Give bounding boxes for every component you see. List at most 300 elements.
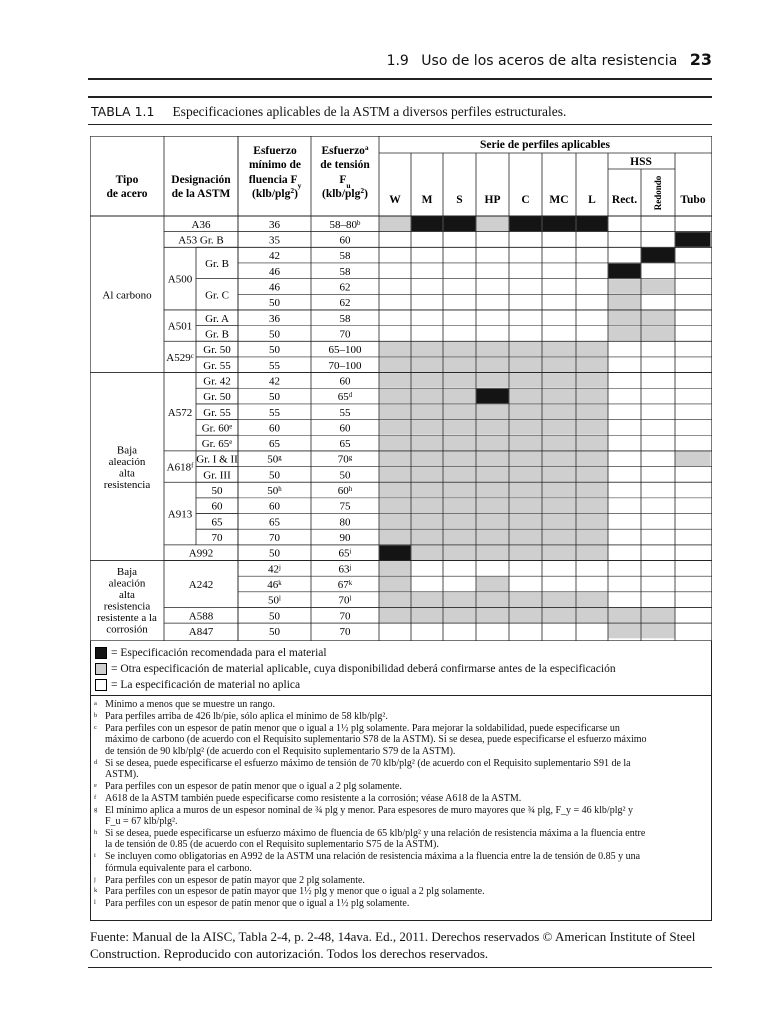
fy-value: 65 xyxy=(269,438,280,451)
fu-value: 58–80$^b$ xyxy=(329,218,361,231)
grade-label: Gr. 50 xyxy=(203,391,231,404)
fu-value: 65$^d$ xyxy=(337,391,353,404)
shape-cell-l-row-13 xyxy=(577,404,608,419)
shape-cell-w-row-11 xyxy=(380,373,411,388)
steel-type-label: Al carbono xyxy=(102,289,152,302)
shape-cell-hp-row-18 xyxy=(477,483,509,498)
grade-label: Gr. I & II xyxy=(196,453,238,466)
header-fu: de tensión xyxy=(320,159,370,171)
shape-cell-rect-row-7 xyxy=(609,310,641,325)
grade-label: 70 xyxy=(211,532,223,545)
header-shape-l: L xyxy=(588,194,596,206)
fy-value: 46 xyxy=(269,281,280,294)
footnote-text: Mínimo a menos que se muestre un rango. xyxy=(105,699,275,710)
footnote-text: Si se desea, puede especificarse el esfuerzo máximo de tensión de 70 klb/plg² (de acuerdo con el Requisito suplementario S91 de la xyxy=(105,757,631,769)
header-shape-mc: MC xyxy=(549,194,569,206)
shape-cell-w-row-1 xyxy=(380,217,411,232)
footnote-mark: l xyxy=(94,899,96,907)
shape-cell-s-row-26 xyxy=(444,608,476,623)
shape-cell-s-row-25 xyxy=(444,592,476,607)
legend-item xyxy=(95,662,616,676)
fy-value: 50 xyxy=(269,610,280,623)
footnote-j xyxy=(94,874,705,886)
shape-cell-hp-row-19 xyxy=(477,498,509,513)
shape-cell-c-row-17 xyxy=(510,467,542,482)
shape-cell-c-row-19 xyxy=(510,498,542,513)
fu-value: 70 xyxy=(339,328,351,341)
shape-cell-s-row-19 xyxy=(444,498,476,513)
fy-value: 60 xyxy=(269,422,280,435)
shape-cell-mc-row-14 xyxy=(543,420,576,435)
shape-cell-m-row-22 xyxy=(412,545,443,560)
header-fu: Esfuerzo$^a$ xyxy=(321,144,369,157)
shape-cell-w-row-18 xyxy=(380,483,411,498)
shape-cell-w-row-26 xyxy=(380,608,411,623)
fy-value: 50$^h$ xyxy=(267,485,282,498)
footnote-i xyxy=(94,851,705,874)
shape-cell-l-row-19 xyxy=(577,498,608,513)
shape-cell-w-row-10 xyxy=(380,357,411,372)
shape-cell-mc-row-9 xyxy=(543,342,576,357)
shape-cell-l-row-12 xyxy=(577,389,608,404)
table-caption xyxy=(91,104,566,120)
fu-value: 80 xyxy=(339,516,351,529)
shape-cell-hp-row-1 xyxy=(477,217,509,232)
steel-type-label: corrosión xyxy=(106,623,148,636)
designation-a992: A992 xyxy=(188,547,214,560)
legend-text: = Otra especificación de material aplicable, cuya disponibilidad deberá confirmarse antes de la especificación xyxy=(111,663,616,675)
shape-cell-l-row-15 xyxy=(577,436,608,451)
footnote-text: máximo de carbono (de acuerdo con el Requisito suplementario S78 de la ASTM). Si se desea, puede especificarse el esfuerzo máximo xyxy=(105,734,647,746)
fu-value: 90 xyxy=(339,532,351,545)
caption-bottom-rule xyxy=(88,124,712,125)
steel-type-label: alta xyxy=(119,588,135,601)
shape-cell-rect-row-4 xyxy=(609,263,641,278)
shape-cell-mc-row-17 xyxy=(543,467,576,482)
shape-cell-w-row-23 xyxy=(380,561,411,576)
shape-cell-s-row-1 xyxy=(444,217,476,232)
fu-value: 67$^k$ xyxy=(337,579,353,592)
caption-top-rule xyxy=(88,96,712,98)
table-title: Especificaciones aplicables de la ASTM a diversos perfiles estructurales. xyxy=(172,104,567,119)
shape-cell-c-row-11 xyxy=(510,373,542,388)
shape-cell-m-row-12 xyxy=(412,389,443,404)
fu-value: 65–100 xyxy=(328,344,362,357)
footnote-h xyxy=(94,827,705,851)
header-shape-rect: Rect. xyxy=(611,194,638,206)
grade-label: Gr. 55 xyxy=(203,359,231,372)
header-fy: fluencia $F_y$ xyxy=(248,174,302,190)
footnote-text: fórmula equivalente para el carbono. xyxy=(105,862,252,874)
fu-value: 65$^i$ xyxy=(338,547,352,560)
fy-value: 60 xyxy=(269,500,280,513)
header-fy: Esfuerzo xyxy=(253,145,297,157)
steel-type-label: aleación xyxy=(108,577,146,590)
shape-cell-hp-row-9 xyxy=(477,342,509,357)
shape-cell-hp-row-15 xyxy=(477,436,509,451)
legend-swatch xyxy=(95,663,107,675)
shape-cell-w-row-20 xyxy=(380,514,411,529)
shape-cell-l-row-17 xyxy=(577,467,608,482)
footnote-g xyxy=(94,804,705,828)
designation-a36: A36 xyxy=(191,218,211,231)
shape-cell-l-row-25 xyxy=(577,592,608,607)
footnote-text: El mínimo aplica a muros de un espesor nominal de ¾ plg y menor. Para espesores de muro mayores que ¾ plg, F_y = 46 klb/plg² y xyxy=(105,804,633,816)
shape-cell-hp-row-17 xyxy=(477,467,509,482)
fu-value: 62 xyxy=(339,297,351,310)
header-shape-tubo: Tubo xyxy=(680,194,706,206)
footnote-text: Si se desea, puede especificarse un esfuerzo máximo de fluencia de 65 klb/plg² y una relación de resistencia máxima a la fluencia entre xyxy=(105,827,646,839)
grade-label: 50 xyxy=(211,485,223,498)
footnote-c xyxy=(94,722,705,757)
fy-value: 36 xyxy=(269,312,280,325)
grade-label: Gr. 42 xyxy=(203,375,231,388)
footer-rule xyxy=(88,967,712,968)
fy-value: 50$^l$ xyxy=(268,594,281,607)
shape-cell-m-row-15 xyxy=(412,436,443,451)
fy-value: 50 xyxy=(269,344,280,357)
footnote-text: Para perfiles con un espesor de patín menor que o igual a 1½ plg solamente. xyxy=(105,898,410,910)
shape-cell-m-row-16 xyxy=(412,451,443,466)
shape-cell-redondo-row-26 xyxy=(642,608,675,623)
shape-cell-s-row-13 xyxy=(444,404,476,419)
header-tipo: Tipo xyxy=(115,174,139,186)
grade-label: 60 xyxy=(211,500,223,513)
footnote-text: Para perfiles con un espesor de patín mayor que 2 plg solamente. xyxy=(105,874,365,886)
designation-a913: A913 xyxy=(167,508,193,521)
page-header xyxy=(88,50,712,74)
fy-value: 65 xyxy=(269,516,280,529)
shape-cell-hp-row-12 xyxy=(477,389,509,404)
shape-cell-redondo-row-7 xyxy=(642,310,675,325)
header-shape-s: S xyxy=(456,194,463,206)
shape-cell-tubo-row-16 xyxy=(676,451,711,466)
footnote-b xyxy=(94,710,705,722)
shape-cell-hp-row-22 xyxy=(477,545,509,560)
shape-cell-c-row-15 xyxy=(510,436,542,451)
header-shape-c: C xyxy=(521,194,530,206)
fu-value: 60 xyxy=(339,234,351,247)
fy-value: 42 xyxy=(269,250,280,263)
shape-cell-l-row-1 xyxy=(577,217,608,232)
source-note: Fuente: Manual de la AISC, Tabla 2-4, p. 2-48, 14ava. Ed., 2011. Derechos reservados © American Institute of Steel Construction. Reproducido con autorización. Todos los derechos reservados. xyxy=(90,929,696,961)
fu-value: 70–100 xyxy=(328,359,362,372)
shape-cell-w-row-24 xyxy=(380,577,411,592)
shape-cell-mc-row-1 xyxy=(543,217,576,232)
shape-cell-w-row-19 xyxy=(380,498,411,513)
legend-text: = Especificación recomendada para el material xyxy=(111,647,327,659)
shape-cell-mc-row-25 xyxy=(543,592,576,607)
fy-value: 55 xyxy=(269,359,280,372)
footnote-mark: d xyxy=(94,758,98,766)
fu-value: 60 xyxy=(339,422,351,435)
designation-a618: A618$^f$ xyxy=(166,461,194,474)
fy-value: 50 xyxy=(269,328,280,341)
legend-swatch xyxy=(95,647,107,659)
shape-cell-c-row-22 xyxy=(510,545,542,560)
shape-cell-s-row-14 xyxy=(444,420,476,435)
shape-cell-m-row-13 xyxy=(412,404,443,419)
footnote-a xyxy=(94,699,705,710)
shape-cell-hp-row-16 xyxy=(477,451,509,466)
fy-value: 46 xyxy=(269,265,280,278)
fy-value: 55 xyxy=(269,406,280,419)
shape-cell-c-row-10 xyxy=(510,357,542,372)
shape-cell-rect-row-26 xyxy=(609,608,641,623)
fy-value: 35 xyxy=(269,234,280,247)
designation-a242: A242 xyxy=(188,579,214,592)
fy-value: 42 xyxy=(269,375,280,388)
steel-type-label: Baja xyxy=(116,444,138,457)
shape-cell-s-row-9 xyxy=(444,342,476,357)
shape-cell-c-row-18 xyxy=(510,483,542,498)
footnote-mark: k xyxy=(94,887,98,895)
header-shape-redondo: Redondo xyxy=(653,175,663,211)
shape-cell-c-row-20 xyxy=(510,514,542,529)
footnote-mark: e xyxy=(94,781,97,789)
shape-cell-m-row-9 xyxy=(412,342,443,357)
footnote-text: ASTM). xyxy=(105,768,139,780)
shape-cell-w-row-9 xyxy=(380,342,411,357)
shape-cell-s-row-10 xyxy=(444,357,476,372)
astm-specifications-table xyxy=(90,136,712,641)
footnote-mark: h xyxy=(94,828,98,836)
fu-value: 58 xyxy=(339,250,351,263)
fy-value: 46$^k$ xyxy=(267,579,282,592)
shape-cell-hp-row-26 xyxy=(477,608,509,623)
fu-value: 75 xyxy=(339,500,351,513)
header-fy: (klb/plg$^2$) xyxy=(252,185,298,200)
shape-cell-hp-row-11 xyxy=(477,373,509,388)
footnote-e xyxy=(94,780,705,792)
steel-type-label: resistente a la xyxy=(97,611,157,624)
grade-label: Gr. C xyxy=(205,289,229,302)
shape-cell-s-row-20 xyxy=(444,514,476,529)
legend-item xyxy=(95,646,327,660)
footnote-k xyxy=(94,886,705,898)
shape-cell-w-row-12 xyxy=(380,389,411,404)
shape-cell-mc-row-15 xyxy=(543,436,576,451)
grade-label: Gr. III xyxy=(203,469,231,482)
shape-cell-c-row-9 xyxy=(510,342,542,357)
shape-cell-m-row-25 xyxy=(412,592,443,607)
shape-cell-s-row-12 xyxy=(444,389,476,404)
designation-a572: A572 xyxy=(167,406,193,419)
shape-cell-hp-row-24 xyxy=(477,577,509,592)
page-number: 23 xyxy=(689,50,712,69)
shape-cell-mc-row-16 xyxy=(543,451,576,466)
fu-value: 58 xyxy=(339,312,351,325)
footnote-mark: a xyxy=(94,700,97,707)
footnote-text: Se incluyen como obligatorias en A992 de la ASTM una relación de resistencia máxima a la fluencia entre la de tensión de 0.85 y una xyxy=(105,851,641,863)
header-fu: $F_u$ xyxy=(339,174,351,190)
legend-item xyxy=(95,678,300,692)
footnote-text: F_u = 67 klb/plg². xyxy=(105,816,178,827)
shape-cell-hp-row-10 xyxy=(477,357,509,372)
grade-label: Gr. B xyxy=(205,328,229,341)
footnotes xyxy=(90,695,712,921)
shape-cell-l-row-18 xyxy=(577,483,608,498)
shape-cell-w-row-15 xyxy=(380,436,411,451)
header-fy: mínimo de xyxy=(248,159,302,171)
grade-label: 65 xyxy=(211,516,223,529)
header-rule xyxy=(88,78,712,80)
fu-value: 60 xyxy=(339,375,351,388)
shape-cell-s-row-22 xyxy=(444,545,476,560)
fy-value: 36 xyxy=(269,218,280,231)
shape-cell-m-row-26 xyxy=(412,608,443,623)
shape-cell-m-row-20 xyxy=(412,514,443,529)
grade-label: Gr. A xyxy=(205,312,229,325)
shape-cell-redondo-row-3 xyxy=(642,248,675,263)
shape-cell-s-row-21 xyxy=(444,530,476,545)
table-label: TABLA 1.1 xyxy=(91,104,155,119)
shape-cell-m-row-14 xyxy=(412,420,443,435)
fu-value: 62 xyxy=(339,281,351,294)
legend-text: = La especificación de material no aplica xyxy=(111,679,301,691)
fu-value: 58 xyxy=(339,265,351,278)
shape-cell-m-row-19 xyxy=(412,498,443,513)
shape-cell-rect-row-8 xyxy=(609,326,641,341)
shape-cell-w-row-16 xyxy=(380,451,411,466)
shape-cell-redondo-row-27 xyxy=(642,624,675,639)
fu-value: 65 xyxy=(339,438,351,451)
fu-value: 63$^j$ xyxy=(338,563,352,576)
footnote-l xyxy=(94,898,705,910)
shape-cell-l-row-9 xyxy=(577,342,608,357)
shape-cell-redondo-row-8 xyxy=(642,326,675,341)
grade-label: Gr. B xyxy=(205,257,229,270)
footnote-text: Para perfiles con un espesor de patín mayor que 1½ plg y menor que o igual a 2 plg solamente. xyxy=(105,886,485,898)
shape-cell-hp-row-13 xyxy=(477,404,509,419)
shape-cell-rect-row-27 xyxy=(609,624,641,639)
grade-label: Gr. 50 xyxy=(203,344,231,357)
footnote-mark: g xyxy=(94,805,98,813)
footnote-mark: i xyxy=(94,852,96,860)
designation-a501: A501 xyxy=(167,320,193,333)
fu-value: 70$^l$ xyxy=(338,594,352,607)
shape-cell-mc-row-11 xyxy=(543,373,576,388)
shape-cell-mc-row-18 xyxy=(543,483,576,498)
shape-cell-w-row-22 xyxy=(380,545,411,560)
footnote-text: la de tensión de 0.85 (de acuerdo con el Requisito suplementario S75 de la ASTM). xyxy=(105,839,439,851)
shape-cell-s-row-17 xyxy=(444,467,476,482)
shape-cell-w-row-13 xyxy=(380,404,411,419)
shape-cell-hp-row-21 xyxy=(477,530,509,545)
shape-cell-l-row-11 xyxy=(577,373,608,388)
header-designacion: de la ASTM xyxy=(171,188,231,200)
shape-cell-m-row-18 xyxy=(412,483,443,498)
section-title: Uso de los aceros de alta resistencia xyxy=(421,53,678,69)
shape-cell-l-row-10 xyxy=(577,357,608,372)
footnote-text: de tensión de 90 klb/plg² (de acuerdo con el Requisito suplementario S79 de la ASTM). xyxy=(105,745,456,757)
shape-cell-s-row-11 xyxy=(444,373,476,388)
grade-label: Gr. 65e xyxy=(201,438,233,451)
designation-a847: A847 xyxy=(188,625,214,638)
footnote-mark: f xyxy=(94,793,97,801)
shape-cell-w-row-14 xyxy=(380,420,411,435)
footnote-mark: j xyxy=(94,875,96,883)
shape-cell-hp-row-25 xyxy=(477,592,509,607)
steel-type-label: alta xyxy=(119,467,135,480)
fy-value: 50 xyxy=(269,297,280,310)
footnote-text: Para perfiles con un espesor de patín menor que o igual a 1½ plg solamente. Para mejorar la soldabilidad, puede especificarse un xyxy=(105,722,620,734)
steel-type-label: Baja xyxy=(116,565,138,578)
shape-cell-l-row-26 xyxy=(577,608,608,623)
shape-cell-s-row-15 xyxy=(444,436,476,451)
shape-cell-mc-row-22 xyxy=(543,545,576,560)
fy-value: 42$^j$ xyxy=(268,563,281,576)
shape-cell-mc-row-12 xyxy=(543,389,576,404)
shape-cell-hp-row-20 xyxy=(477,514,509,529)
grade-label: Gr. 55 xyxy=(203,406,231,419)
shape-cell-mc-row-21 xyxy=(543,530,576,545)
header-fu: (klb/plg$^2$) xyxy=(322,185,368,200)
shape-cell-l-row-20 xyxy=(577,514,608,529)
shape-cell-w-row-17 xyxy=(380,467,411,482)
shape-cell-c-row-1 xyxy=(510,217,542,232)
fu-value: 70 xyxy=(339,625,351,638)
table-legend xyxy=(90,641,712,696)
header-serie: Serie de perfiles aplicables xyxy=(480,139,610,151)
shape-cell-c-row-21 xyxy=(510,530,542,545)
fu-value: 55 xyxy=(339,406,351,419)
shape-cell-mc-row-13 xyxy=(543,404,576,419)
shape-cell-w-row-25 xyxy=(380,592,411,607)
header-tipo: de acero xyxy=(106,188,148,200)
steel-type-label: resistencia xyxy=(103,600,151,613)
fu-value: 70$^g$ xyxy=(337,453,353,466)
shape-cell-tubo-row-2 xyxy=(676,232,711,247)
shape-cell-s-row-18 xyxy=(444,483,476,498)
shape-cell-l-row-22 xyxy=(577,545,608,560)
fy-value: 50 xyxy=(269,547,280,560)
legend-swatch xyxy=(95,679,107,691)
footnote-d xyxy=(94,757,705,781)
fu-value: 70 xyxy=(339,610,351,623)
designation-a588: A588 xyxy=(188,610,214,623)
shape-cell-mc-row-26 xyxy=(543,608,576,623)
shape-cell-c-row-25 xyxy=(510,592,542,607)
footnote-mark: c xyxy=(94,723,97,731)
header-shape-w: W xyxy=(389,194,401,206)
fu-value: 60$^h$ xyxy=(337,485,353,498)
shape-cell-c-row-16 xyxy=(510,451,542,466)
shape-cell-m-row-17 xyxy=(412,467,443,482)
fy-value: 50 xyxy=(269,625,280,638)
designation-a500: A500 xyxy=(167,273,193,286)
shape-cell-rect-row-5 xyxy=(609,279,641,294)
fy-value: 50 xyxy=(269,469,280,482)
shape-cell-rect-row-6 xyxy=(609,295,641,310)
shape-cell-l-row-16 xyxy=(577,451,608,466)
steel-type-label: resistencia xyxy=(103,478,151,491)
fy-value: 70 xyxy=(269,532,280,545)
shape-cell-m-row-1 xyxy=(412,217,443,232)
steel-type-label: aleación xyxy=(108,455,146,468)
shape-cell-c-row-13 xyxy=(510,404,542,419)
shape-cell-m-row-11 xyxy=(412,373,443,388)
grade-label: Gr. 60e xyxy=(201,422,233,435)
table-grid xyxy=(90,136,712,641)
shape-cell-mc-row-19 xyxy=(543,498,576,513)
header-hss: HSS xyxy=(630,156,652,168)
shape-cell-l-row-14 xyxy=(577,420,608,435)
footnote-f xyxy=(94,792,705,804)
footnote-mark: b xyxy=(94,711,98,719)
shape-cell-mc-row-20 xyxy=(543,514,576,529)
shape-cell-c-row-26 xyxy=(510,608,542,623)
